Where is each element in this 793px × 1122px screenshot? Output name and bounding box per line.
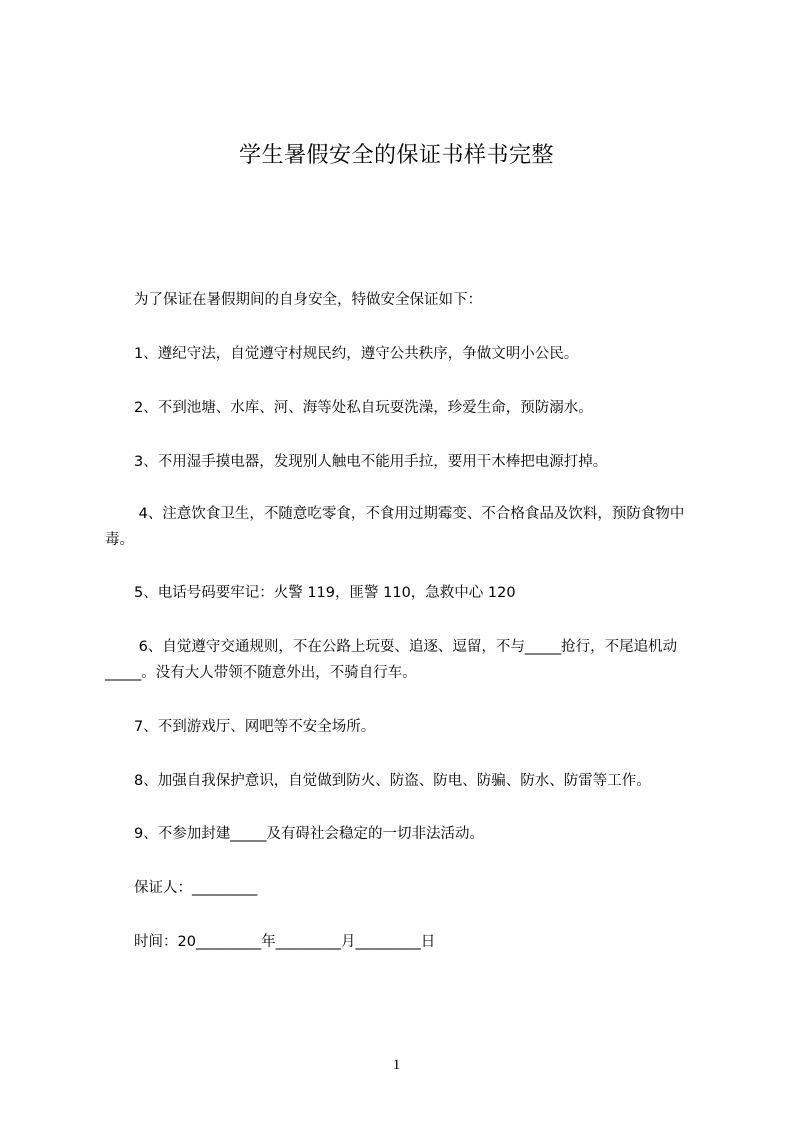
- list-item: 3、不用湿手摸电器，发现别人触电不能用手拉，要用干木棒把电源打掉。: [105, 454, 608, 470]
- guarantor-line: 保证人：_________: [105, 880, 258, 896]
- list-item: 6、自觉遵守交通规则，不在公路上玩耍、追逐、逗留，不与_____抢行，不尾追机动_____。没有大人带领不随意外出，不骑自行车。: [105, 639, 678, 681]
- intro-paragraph: 为了保证在暑假期间的自身安全，特做安全保证如下：: [105, 292, 482, 308]
- page-number: 1: [392, 1057, 401, 1073]
- list-item: 4、注意饮食卫生，不随意吃零食，不食用过期霉变、不合格食品及饮料，预防食物中毒。: [105, 506, 685, 548]
- list-item: 9、不参加封建_____及有碍社会稳定的一切非法活动。: [105, 826, 484, 842]
- list-item: 1、遵纪守法，自觉遵守村规民约，遵守公共秩序，争做文明小公民。: [105, 346, 579, 362]
- list-item: 8、加强自我保护意识，自觉做到防火、防盗、防电、防骗、防水、防雷等工作。: [105, 773, 651, 789]
- list-item: 5、电话号码要牢记：火警 119，匪警 110，急救中心 120: [105, 585, 516, 601]
- document-title: 学生暑假安全的保证书样书完整: [238, 143, 554, 168]
- list-item: 2、不到池塘、水库、河、海等处私自玩耍洗澡，珍爱生命，预防溺水。: [105, 400, 593, 416]
- date-line: 时间：20_________年_________月_________日: [105, 934, 436, 950]
- list-item: 7、不到游戏厅、网吧等不安全场所。: [105, 719, 376, 735]
